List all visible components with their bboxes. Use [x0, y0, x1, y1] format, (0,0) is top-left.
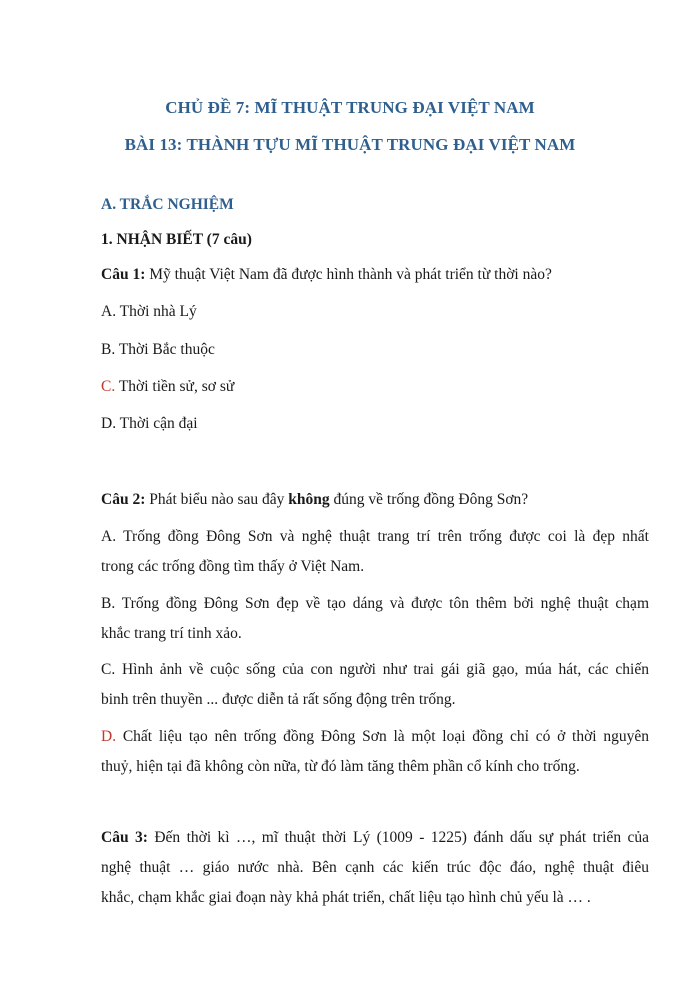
- question-2-text-pre: Phát biểu nào sau đây: [145, 491, 289, 508]
- q2-option-d-text: Chất liệu tạo nên trống đồng Đông Sơn là một loại đồng chỉ có ở thời nguyên: [116, 728, 649, 745]
- section-title: A. TRẮC NGHIỆM: [101, 196, 234, 213]
- q1-option-a: [101, 303, 649, 321]
- q1-option-b: [101, 341, 649, 359]
- q2-option-d-letter: D.: [101, 728, 117, 745]
- question-3-label: Câu 3:: [101, 829, 148, 846]
- q2-option-a-line2: trong các trống đồng tìm thấy ở Việt Nam.: [101, 558, 365, 575]
- q2-option-c-line2: binh trên thuyền ... được diễn tả rất sống động trên trống.: [101, 691, 456, 708]
- question-3-line3: khắc, chạm khắc giai đoạn này khả phát triển, chất liệu tạo hình chủ yếu là … .: [101, 889, 591, 906]
- topic-title: CHỦ ĐỀ 7: MĨ THUẬT TRUNG ĐẠI VIỆT NAM: [165, 98, 535, 117]
- q1-option-c-letter: C.: [101, 378, 116, 395]
- question-1-label: Câu 1:: [101, 266, 146, 283]
- question-2: [101, 491, 649, 509]
- q2-option-d-line2: thuỷ, hiện tại đã không còn nữa, từ đó làm tăng thêm phần cổ kính cho trống.: [101, 758, 580, 775]
- q1-option-a-letter: A.: [101, 303, 117, 320]
- q1-option-d-letter: D.: [101, 415, 117, 432]
- question-2-emphasis: không: [288, 491, 330, 508]
- q1-option-c: [101, 378, 649, 396]
- lesson-title: BÀI 13: THÀNH TỰU MĨ THUẬT TRUNG ĐẠI VIỆT NAM: [124, 135, 576, 154]
- question-2-text-post: đúng về trống đồng Đông Sơn?: [329, 491, 529, 508]
- question-3-line2: nghệ thuật … giáo nước nhà. Bên cạnh các kiến trúc độc đáo, nghệ thuật điêu: [101, 859, 649, 876]
- q1-option-b-text: Thời Bắc thuộc: [115, 341, 215, 358]
- q1-option-b-letter: B.: [101, 341, 116, 358]
- q2-option-b-line2: khắc trang trí tinh xảo.: [101, 625, 242, 642]
- q2-option-c-line1: C. Hình ảnh về cuộc sống của con người như trai gái giã gạo, múa hát, các chiến: [101, 661, 649, 678]
- subsection-title: 1. NHẬN BIẾT (7 câu): [101, 231, 252, 248]
- q2-option-d-line1: [101, 728, 649, 746]
- question-3-text: Đến thời kì …, mĩ thuật thời Lý (1009 - 1225) đánh dấu sự phát triển của: [147, 829, 649, 846]
- question-2-label: Câu 2:: [101, 491, 146, 508]
- question-1-text: Mỹ thuật Việt Nam đã được hình thành và phát triển từ thời nào?: [145, 266, 552, 283]
- q1-option-d-text: Thời cận đại: [116, 415, 198, 432]
- q2-option-b-line1: B. Trống đồng Đông Sơn đẹp về tạo dáng và được tôn thêm bởi nghệ thuật chạm: [101, 595, 649, 612]
- q1-option-d: [101, 415, 649, 433]
- q2-option-a-line1: A. Trống đồng Đông Sơn và nghệ thuật trang trí trên trống được coi là đẹp nhất: [101, 528, 649, 545]
- q1-option-a-text: Thời nhà Lý: [116, 303, 197, 320]
- q1-option-c-text: Thời tiền sử, sơ sử: [115, 378, 235, 395]
- question-3-line1: [101, 829, 649, 847]
- question-1: [101, 266, 649, 284]
